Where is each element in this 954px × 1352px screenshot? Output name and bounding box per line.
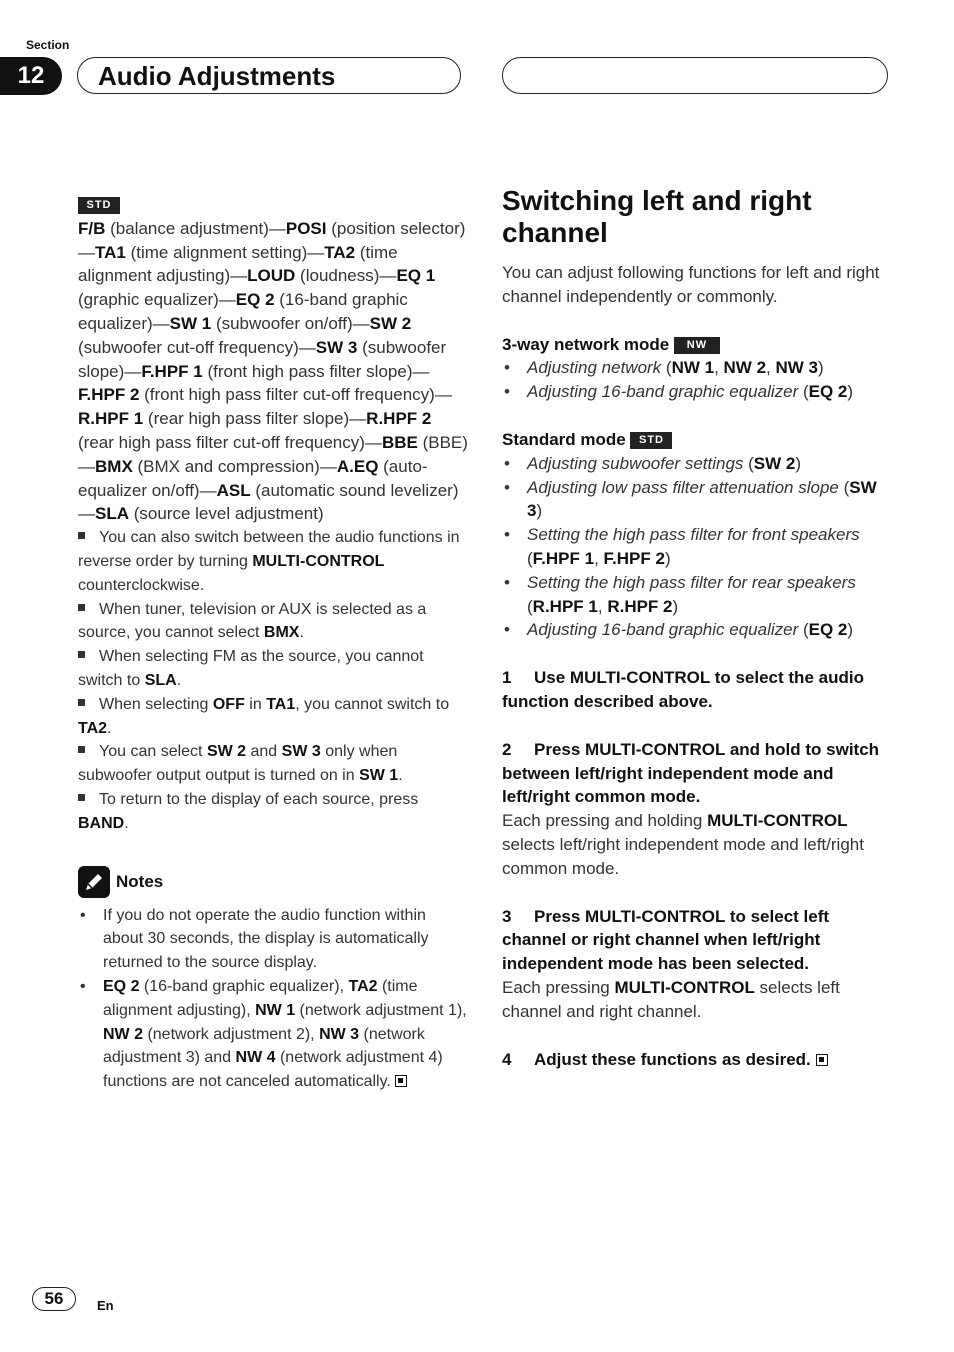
square-bullet-icon: [78, 532, 85, 539]
section-heading: Switching left and right channel: [502, 185, 812, 248]
note-item: • If you do not operate the audio function within about 30 seconds, the display is automatically returned to the source display.: [78, 904, 468, 975]
tip-item: When selecting OFF in TA1, you cannot switch to TA2.: [78, 695, 450, 737]
end-mark-icon: [395, 1075, 407, 1087]
section-title-box: [77, 57, 461, 94]
square-bullet-icon: [78, 746, 85, 753]
square-bullet-icon: [78, 604, 85, 611]
notes-list: [78, 904, 468, 1094]
section-title: Audio Adjustments: [98, 61, 336, 91]
standard-mode-list: [502, 452, 894, 642]
list-item: • Setting the high pass filter for rear speakers (R.HPF 1, R.HPF 2): [502, 571, 894, 619]
list-item: • Adjusting 16-band graphic equalizer (EQ 2): [502, 380, 894, 404]
step-heading: 4 Adjust these functions as desired.: [502, 1048, 894, 1072]
tip-item: You can also switch between the audio functions in reverse order by turning MULTI-CONTROL counterclockwise.: [78, 529, 460, 594]
section-number-tab: 12: [0, 57, 62, 95]
network-mode-label: 3-way network mode: [502, 334, 670, 354]
step-body: Each pressing MULTI-CONTROL selects left channel and right channel.: [502, 977, 840, 1021]
nw-mode-badge: NW: [674, 337, 720, 354]
header-empty-box: [502, 57, 888, 94]
tips-list: [78, 526, 468, 835]
notes-header: [78, 866, 468, 898]
network-mode-list: [502, 356, 894, 404]
list-item: • Adjusting low pass filter attenuation slope (SW 3): [502, 476, 894, 524]
left-column: [78, 193, 468, 1094]
end-mark-icon: [816, 1054, 828, 1066]
notes-title: Notes: [116, 871, 164, 891]
square-bullet-icon: [78, 699, 85, 706]
right-column: [502, 185, 894, 1071]
notes-pencil-icon: [78, 866, 110, 898]
function-list-paragraph: F/B (balance adjustment)—POSI (position selector)—TA1 (time alignment setting)—TA2 (time alignment adjusting)—LOUD (loudness)—EQ 1 (graphic equalizer)—EQ 2 (16-band graphic equalizer)—SW 1 (subwoofer on/off)—SW 2 (subwoofer cut-off frequency)—SW 3 (subwoofer slope)—F.HPF 1 (front high pass filter slope)—F.HPF 2 (front high pass filter cut-off frequency)—R.HPF 1 (rear high pass filter slope)—R.HPF 2 (rear high pass filter cut-off frequency)—BBE (BBE)—BMX (BMX and compression)—A.EQ (auto-equalizer on/off)—ASL (automatic sound levelizer)—SLA (source level adjustment): [78, 218, 468, 524]
step-heading: 1 Use MULTI-CONTROL to select the audio function described above.: [502, 668, 864, 711]
square-bullet-icon: [78, 794, 85, 801]
section-label: Section: [26, 38, 70, 52]
list-item: • Adjusting subwoofer settings (SW 2): [502, 452, 894, 476]
standard-mode-heading: [502, 428, 894, 452]
steps: [502, 666, 894, 1071]
tip-item: When selecting FM as the source, you cannot switch to SLA.: [78, 648, 424, 689]
page-number: 56: [32, 1287, 76, 1311]
language-code: En: [97, 1298, 114, 1313]
step-body: Each pressing and holding MULTI-CONTROL selects left/right independent mode and left/right common mode.: [502, 811, 864, 878]
note-item: • EQ 2 (16-band graphic equalizer), TA2 (time alignment adjusting), NW 1 (network adjustment 1), NW 2 (network adjustment 2), NW 3 (network adjustment 3) and NW 4 (network adjustment 4) functions are not canceled automatically.: [78, 975, 468, 1094]
network-mode-heading: [502, 333, 894, 357]
step-heading: 2 Press MULTI-CONTROL and hold to switch between left/right independent mode and left/right common mode.: [502, 739, 880, 807]
square-bullet-icon: [78, 651, 85, 658]
tip-item: When tuner, television or AUX is selected as a source, you cannot select BMX.: [78, 600, 427, 642]
tip-item: To return to the display of each source, press BAND.: [78, 790, 419, 832]
standard-mode-label: Standard mode: [502, 429, 626, 449]
list-item: • Adjusting 16-band graphic equalizer (EQ 2): [502, 618, 894, 642]
list-item: • Adjusting network (NW 1, NW 2, NW 3): [502, 356, 894, 380]
intro-paragraph: You can adjust following functions for left and right channel independently or commonly.: [502, 263, 880, 306]
std-mode-badge: STD: [78, 197, 120, 214]
list-item: • Setting the high pass filter for front speakers (F.HPF 1, F.HPF 2): [502, 523, 894, 571]
step-heading: 3 Press MULTI-CONTROL to select left channel or right channel when left/right independent mode has been selected.: [502, 906, 830, 974]
std-mode-badge: STD: [630, 432, 672, 449]
tip-item: You can select SW 2 and SW 3 only when subwoofer output output is turned on in SW 1.: [78, 743, 403, 785]
